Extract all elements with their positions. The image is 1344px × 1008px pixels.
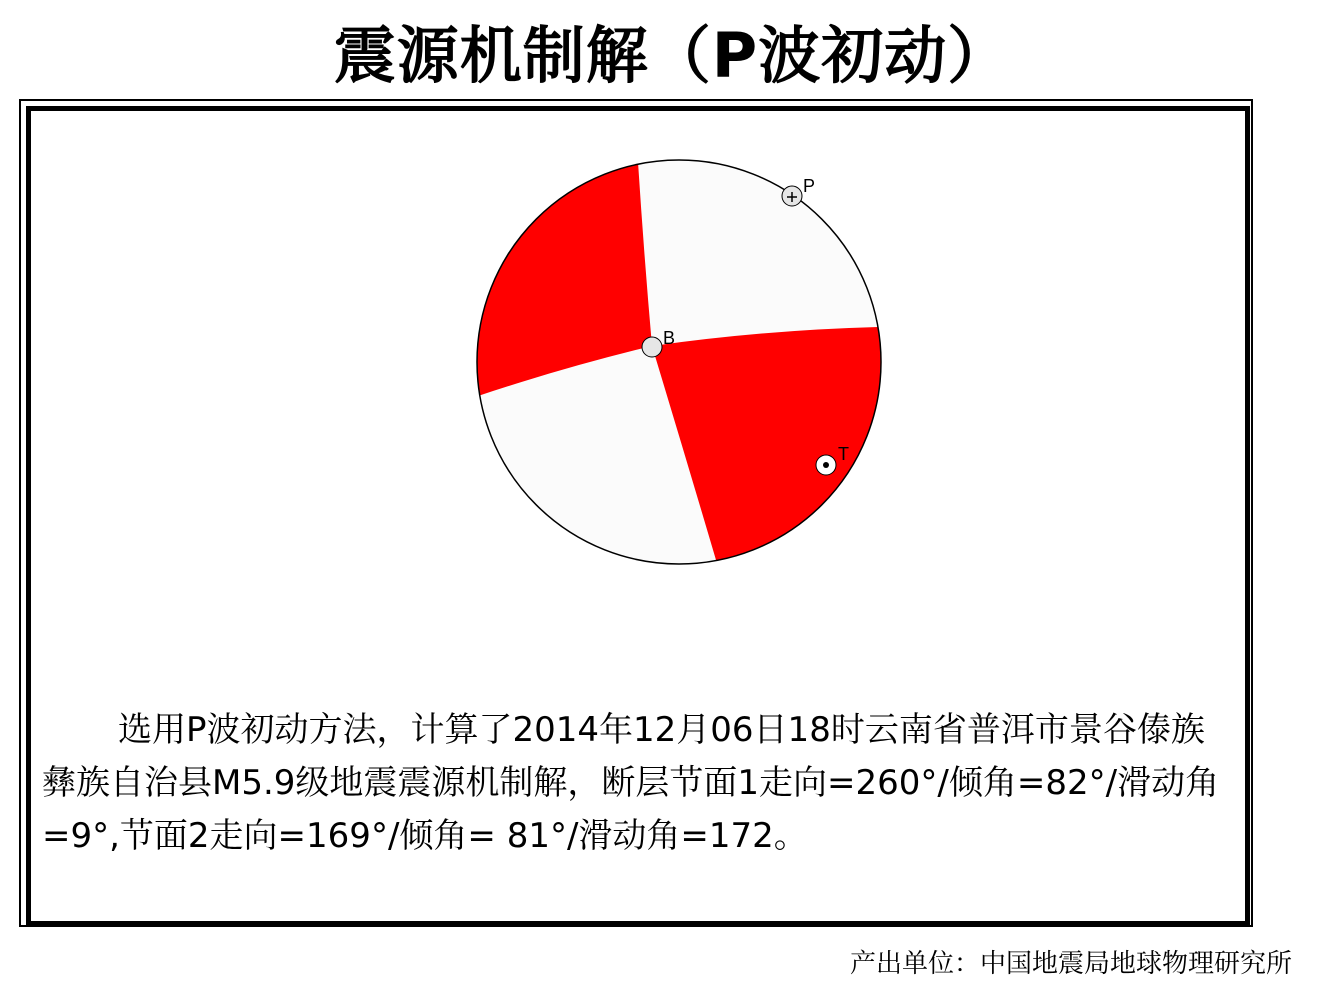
t-axis-marker [816, 455, 836, 475]
t-axis-label: T [838, 444, 849, 464]
p-axis-marker [782, 186, 802, 206]
mechanism-description: 选用P波初动方法，计算了2014年12月06日18时云南省普洱市景谷傣族彝族自治县M5.9级地震震源机制解，断层节面1走向=260°/倾角=82°/滑动角=9°,节面2走向=169°/倾角= 81°/滑动角=172。 [42, 710, 1220, 856]
b-axis-marker [642, 337, 662, 357]
p-axis-label: P [803, 176, 816, 196]
b-axis-label: B [663, 328, 676, 348]
producer-credit: 产出单位：中国地震局地球物理研究所 [849, 949, 1292, 979]
page-title: 震源机制解（P波初动） [333, 19, 1011, 92]
